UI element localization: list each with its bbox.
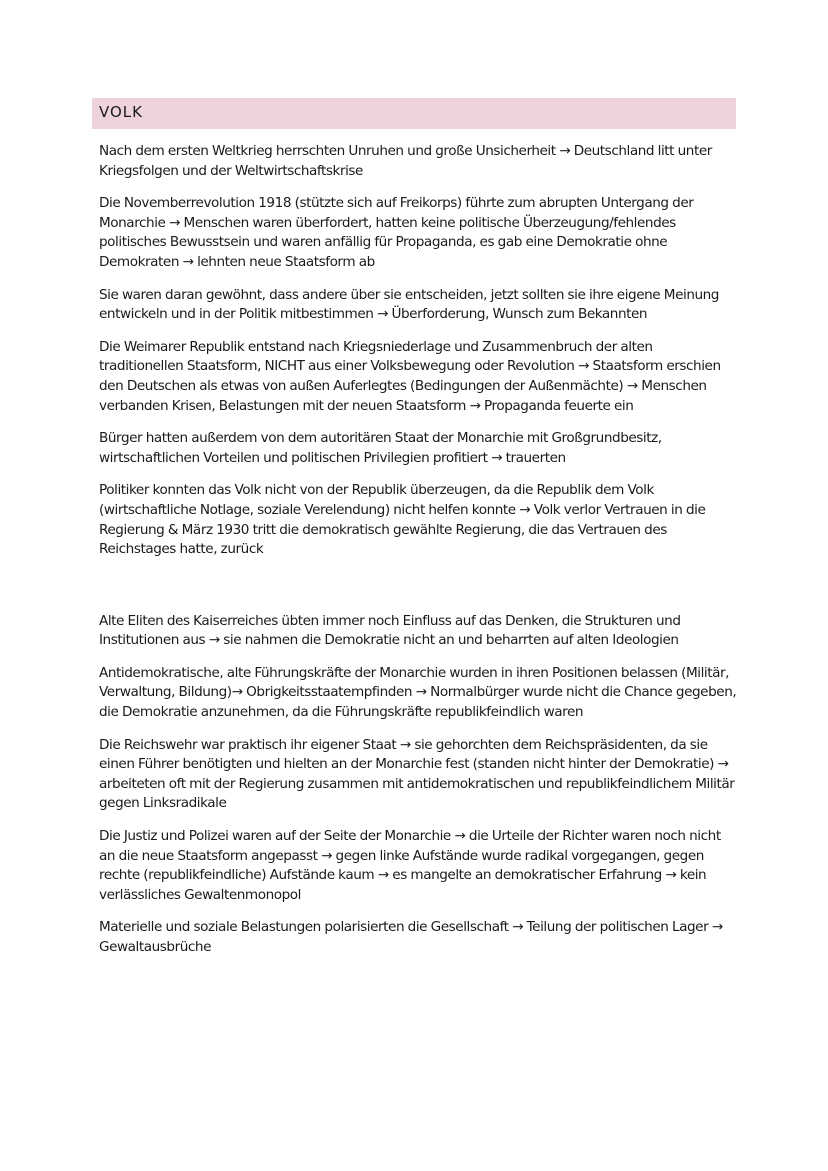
paragraph: Die Reichswehr war praktisch ihr eigener Staat → sie gehorchten dem Reichspräsidenten, da sie einen Führer benötigten und hielten an der Monarchie fest (standen nicht hinter der Demokratie) → arbeiteten oft mit der Regierung zusammen mit antidemokratischen und republikfeindlichem Militär gegen Linksradikale (99, 736, 735, 812)
document-body (99, 142, 739, 971)
paragraph: Materielle und soziale Belastungen polarisierten die Gesellschaft → Teilung der politischen Lager → Gewaltausbrüche (99, 919, 723, 955)
paragraph: Die Justiz und Polizei waren auf der Seite der Monarchie → die Urteile der Richter waren noch nicht an die neue Staatsform angepasst → gegen linke Aufstände wurde radikal vorgegangen, gegen rechte (republikfeindliche) Aufstände kaum → es mangelte an demokratischer Erfahrung → kein verlässliches Gewaltenmonopol (99, 828, 721, 903)
paragraph: Die Weimarer Republik entstand nach Kriegsniederlage und Zusammenbruch der alten traditionellen Staatsform, NICHT aus einer Volksbewegung oder Revolution → Staatsform erschien den Deutschen als etwas von außen Auferlegtes (Bedingungen der Außenmächte) → Menschen verbanden Krisen, Belastungen mit der neuen Staatsform → Propaganda feuerte ein (99, 338, 721, 414)
paragraph: Sie waren daran gewöhnt, dass andere über sie entscheiden, jetzt sollten sie ihre eigene Meinung entwickeln und in der Politik mitbestimmen → Überforderung, Wunsch zum Bekannten (99, 286, 719, 323)
paragraph: Politiker konnten das Volk nicht von der Republik überzeugen, da die Republik dem Volk (wirtschaftliche Notlage, soziale Verelendung) nicht helfen konnte → Volk verlor Vertrauen in die Regierung & März 1930 tritt die demokratisch gewählte Regierung, die das Vertrauen des Reichstages hatte, zurück (99, 482, 706, 558)
paragraph: Alte Eliten des Kaiserreiches übten immer noch Einfluss auf das Denken, die Strukturen und Institutionen aus → sie nahmen die Demokratie nicht an und beharrten auf alten Ideologien (99, 612, 681, 649)
paragraph: Die Novemberrevolution 1918 (stützte sich auf Freikorps) führte zum abrupten Untergang der Monarchie → Menschen waren überfordert, hatten keine politische Überzeugung/fehlendes politisches Bewusstsein und waren anfällig für Propaganda, es gab eine Demokratie ohne Demokraten → lehnten neue Staatsform ab (99, 195, 694, 270)
section-heading: VOLK (92, 98, 736, 129)
paragraph: Bürger hatten außerdem von dem autoritären Staat der Monarchie mit Großgrundbesitz, wirtschaftlichen Vorteilen und politischen Privilegien profitiert → trauerten (99, 430, 662, 466)
paragraph: Nach dem ersten Weltkrieg herrschten Unruhen und große Unsicherheit → Deutschland litt unter Kriegsfolgen und der Weltwirtschaftskrise (99, 143, 712, 179)
paragraph: Antidemokratische, alte Führungskräfte der Monarchie wurden in ihren Positionen belassen (Militär, Verwaltung, Bildung)→ Obrigkeitsstaatempfinden → Normalbürger wurde nicht die Chance gegeben, die Demokratie anzunehmen, da die Führungskräfte republikfeindlich waren (99, 664, 737, 721)
